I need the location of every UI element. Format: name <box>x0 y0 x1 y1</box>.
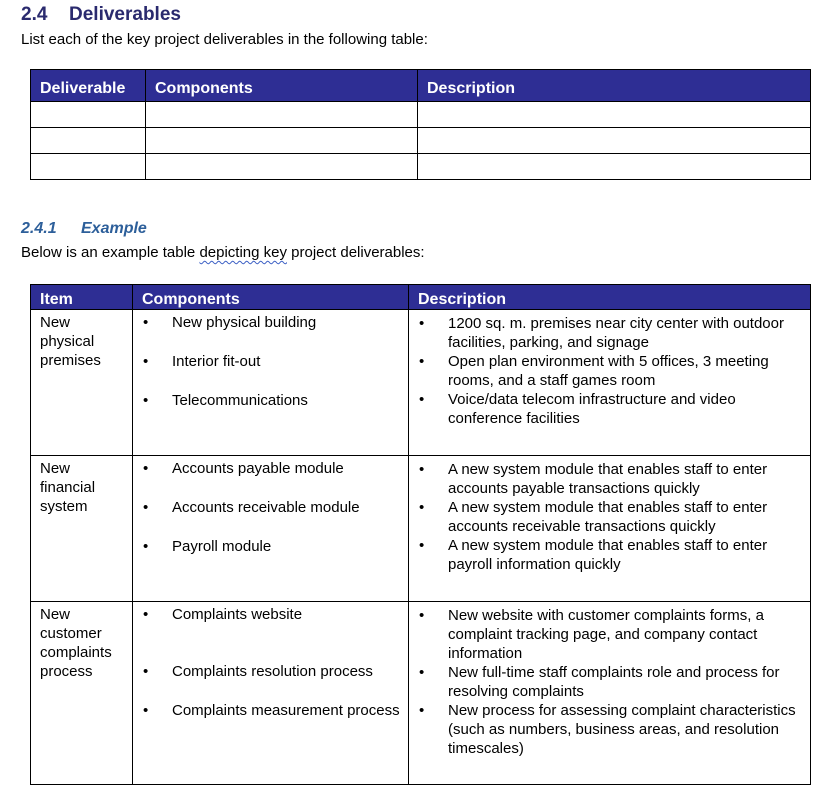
table-row <box>31 456 811 602</box>
components-cell <box>133 456 409 602</box>
component-bullet: • Payroll module <box>133 537 408 556</box>
item-cell: New customer complaints process <box>31 602 133 785</box>
table-row <box>31 128 811 154</box>
components-cell <box>133 602 409 785</box>
deliverables-table <box>30 69 811 180</box>
description-bullet: • New website with customer complaints forms, a complaint tracking page, and company contact information <box>409 606 810 663</box>
table-header-row <box>31 285 811 310</box>
table-cell[interactable] <box>146 154 418 180</box>
description-bullet: • 1200 sq. m. premises near city center with outdoor facilities, parking, and signage <box>409 314 810 352</box>
table-cell[interactable] <box>31 102 146 128</box>
subsection-title: Example <box>81 220 147 237</box>
subsection-intro <box>21 244 425 261</box>
table-header-row <box>31 70 811 102</box>
section-intro: List each of the key project deliverables in the following table: <box>21 31 428 48</box>
table-row <box>31 102 811 128</box>
intro-text: project deliverables: <box>287 244 425 261</box>
description-bullet: • New full-time staff complaints role and process for resolving complaints <box>409 663 810 701</box>
description-cell <box>409 310 811 456</box>
component-bullet: • Accounts payable module <box>133 459 408 478</box>
description-cell <box>409 456 811 602</box>
table-cell[interactable] <box>418 128 811 154</box>
header-description: Description <box>409 285 811 310</box>
table-row <box>31 602 811 785</box>
component-bullet: • Telecommunications <box>133 391 408 410</box>
table-cell[interactable] <box>146 102 418 128</box>
description-bullet: • A new system module that enables staff to enter accounts receivable transactions quickly <box>409 498 810 536</box>
item-cell: New financial system <box>31 456 133 602</box>
table-cell[interactable] <box>418 154 811 180</box>
section-heading <box>21 4 181 26</box>
header-item: Item <box>31 285 133 310</box>
table-cell[interactable] <box>31 154 146 180</box>
description-bullet: • A new system module that enables staff to enter payroll information quickly <box>409 536 810 574</box>
subsection-number: 2.4.1 <box>21 220 57 237</box>
description-bullet: • A new system module that enables staff to enter accounts payable transactions quickly <box>409 460 810 498</box>
intro-text: Below is an example table <box>21 244 200 261</box>
component-bullet: • Complaints measurement process <box>133 701 408 720</box>
header-components: Components <box>133 285 409 310</box>
table-cell[interactable] <box>146 128 418 154</box>
header-description: Description <box>418 70 811 102</box>
header-deliverable: Deliverable <box>31 70 146 102</box>
table-row <box>31 154 811 180</box>
component-bullet: • Accounts receivable module <box>133 498 408 517</box>
table-row <box>31 310 811 456</box>
spellcheck-flagged-text: depicting key <box>199 244 287 261</box>
component-bullet: • Interior fit-out <box>133 352 408 371</box>
description-bullet: • Voice/data telecom infrastructure and video conference facilities <box>409 390 810 428</box>
component-bullet: • Complaints resolution process <box>133 662 408 681</box>
component-bullet: • New physical building <box>133 313 408 332</box>
table-cell[interactable] <box>31 128 146 154</box>
example-deliverables-table <box>30 284 811 785</box>
description-bullet: • New process for assessing complaint characteristics (such as numbers, business areas, and resolution timescales) <box>409 701 810 758</box>
description-bullet: • Open plan environment with 5 offices, 3 meeting rooms, and a staff games room <box>409 352 810 390</box>
item-cell: New physical premises <box>31 310 133 456</box>
components-cell <box>133 310 409 456</box>
subsection-heading <box>21 220 147 238</box>
component-bullet: • Complaints website <box>133 605 408 624</box>
header-components: Components <box>146 70 418 102</box>
table-cell[interactable] <box>418 102 811 128</box>
section-number: 2.4 <box>21 4 48 25</box>
section-title: Deliverables <box>69 4 181 25</box>
description-cell <box>409 602 811 785</box>
